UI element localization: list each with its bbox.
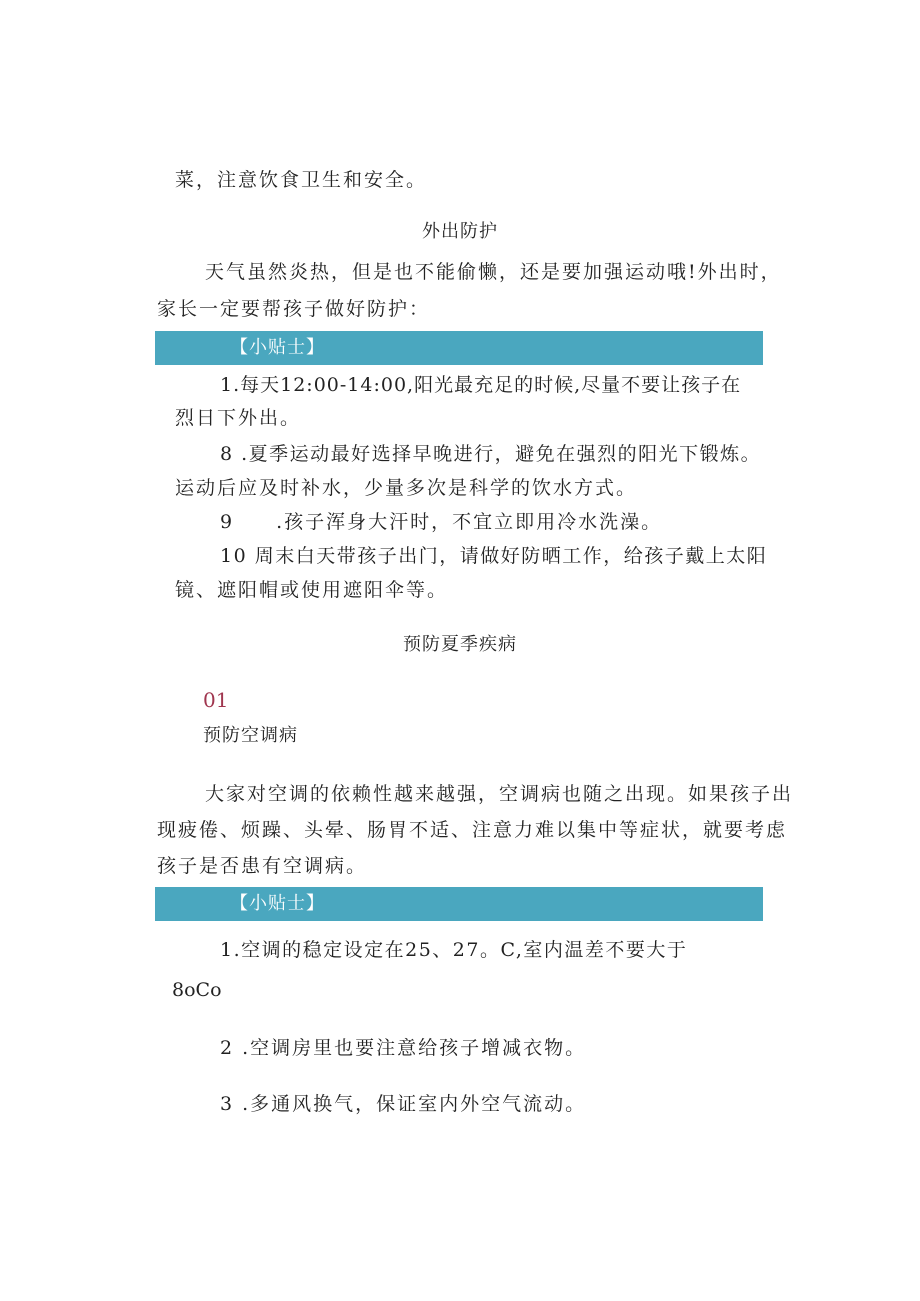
tip-item: 2 .空调房里也要注意给孩子增减衣物。 xyxy=(220,1037,587,1059)
tip-item: 1.每天12:00-14:00,阳光最充足的时候,尽量不要让孩子在 xyxy=(220,374,742,396)
tip-banner-label: 【小贴士】 xyxy=(230,337,325,358)
tip-item: 10 周末白天带孩子出门，请做好防晒工作，给孩子戴上太阳 xyxy=(220,545,768,567)
continuation-line: 菜，注意饮食卫生和安全。 xyxy=(175,169,428,191)
tip-item: 3 .多通风换气，保证室内外空气流动。 xyxy=(220,1093,587,1115)
item-title: 预防空调病 xyxy=(203,725,298,746)
paragraph-line: 孩子是否患有空调病。 xyxy=(157,855,368,877)
paragraph-line: 现疲倦、烦躁、头晕、肠胃不适、注意力难以集中等症状，就要考虑 xyxy=(157,819,788,841)
paragraph-line: 家长一定要帮孩子做好防护： xyxy=(157,298,431,320)
tip-item: 9 .孩子浑身大汗时，不宜立即用冷水洗澡。 xyxy=(220,511,663,533)
section-title-summer-disease: 预防夏季疾病 xyxy=(403,634,517,655)
tip-banner-label: 【小贴士】 xyxy=(230,893,325,914)
tip-item-continued: 8oCo xyxy=(172,979,222,1001)
tip-item-continued: 镜、遮阳帽或使用遮阳伞等。 xyxy=(175,579,449,601)
tip-banner xyxy=(155,887,763,921)
paragraph-line: 天气虽然炎热，但是也不能偷懒，还是要加强运动哦!外出时， xyxy=(205,261,782,283)
item-number: 01 xyxy=(203,688,229,712)
tip-item: 8 .夏季运动最好选择早晚进行，避免在强烈的阳光下锻炼。 xyxy=(220,443,762,465)
tip-item-continued: 运动后应及时补水，少量多次是科学的饮水方式。 xyxy=(175,477,638,499)
paragraph-line: 大家对空调的依赖性越来越强，空调病也随之出现。如果孩子出 xyxy=(205,783,794,805)
tip-item-continued: 烈日下外出。 xyxy=(175,407,302,429)
tip-banner xyxy=(155,331,763,365)
section-title-outdoor-protection: 外出防护 xyxy=(422,221,498,242)
tip-item: 1.空调的稳定设定在25、27。C,室内温差不要大于 xyxy=(220,939,688,961)
